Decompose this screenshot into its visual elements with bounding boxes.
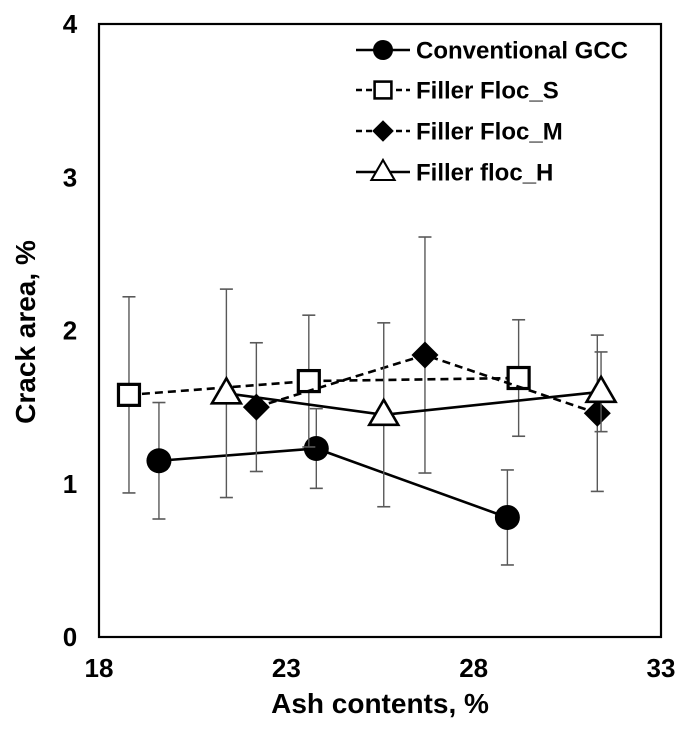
y-axis-title: Crack area, % bbox=[10, 240, 41, 424]
marker-diamond-filled bbox=[372, 120, 394, 142]
y-tick-label: 1 bbox=[62, 468, 78, 499]
marker-triangle-open bbox=[212, 378, 241, 403]
y-tick-label: 2 bbox=[62, 315, 78, 346]
x-axis-title: Ash contents, % bbox=[271, 688, 489, 719]
plot-border bbox=[99, 24, 661, 637]
legend-label: Conventional GCC bbox=[416, 37, 629, 65]
x-tick-label: 33 bbox=[646, 653, 676, 683]
marker-diamond-filled bbox=[411, 342, 438, 369]
marker-triangle-open bbox=[587, 377, 616, 402]
marker-square-open bbox=[298, 371, 319, 392]
x-tick-label: 23 bbox=[271, 653, 301, 683]
legend-label: Filler Floc_S bbox=[416, 77, 559, 105]
marker-diamond-filled bbox=[584, 400, 611, 427]
x-tick-label: 18 bbox=[84, 653, 114, 683]
marker-circle-filled bbox=[304, 436, 329, 461]
marker-circle-filled bbox=[146, 448, 171, 473]
legend-label: Filler Floc_M bbox=[416, 118, 563, 146]
marker-square-open bbox=[118, 384, 139, 405]
y-tick-label: 3 bbox=[62, 162, 78, 193]
marker-triangle-open bbox=[371, 160, 394, 180]
marker-circle-filled bbox=[373, 40, 393, 60]
y-tick-label: 4 bbox=[62, 9, 78, 39]
marker-square-open bbox=[375, 82, 392, 99]
marker-circle-filled bbox=[495, 505, 520, 530]
legend-label: Filler floc_H bbox=[416, 159, 554, 187]
y-tick-label: 0 bbox=[62, 622, 78, 652]
series-line bbox=[159, 449, 507, 518]
x-tick-label: 28 bbox=[459, 653, 489, 683]
